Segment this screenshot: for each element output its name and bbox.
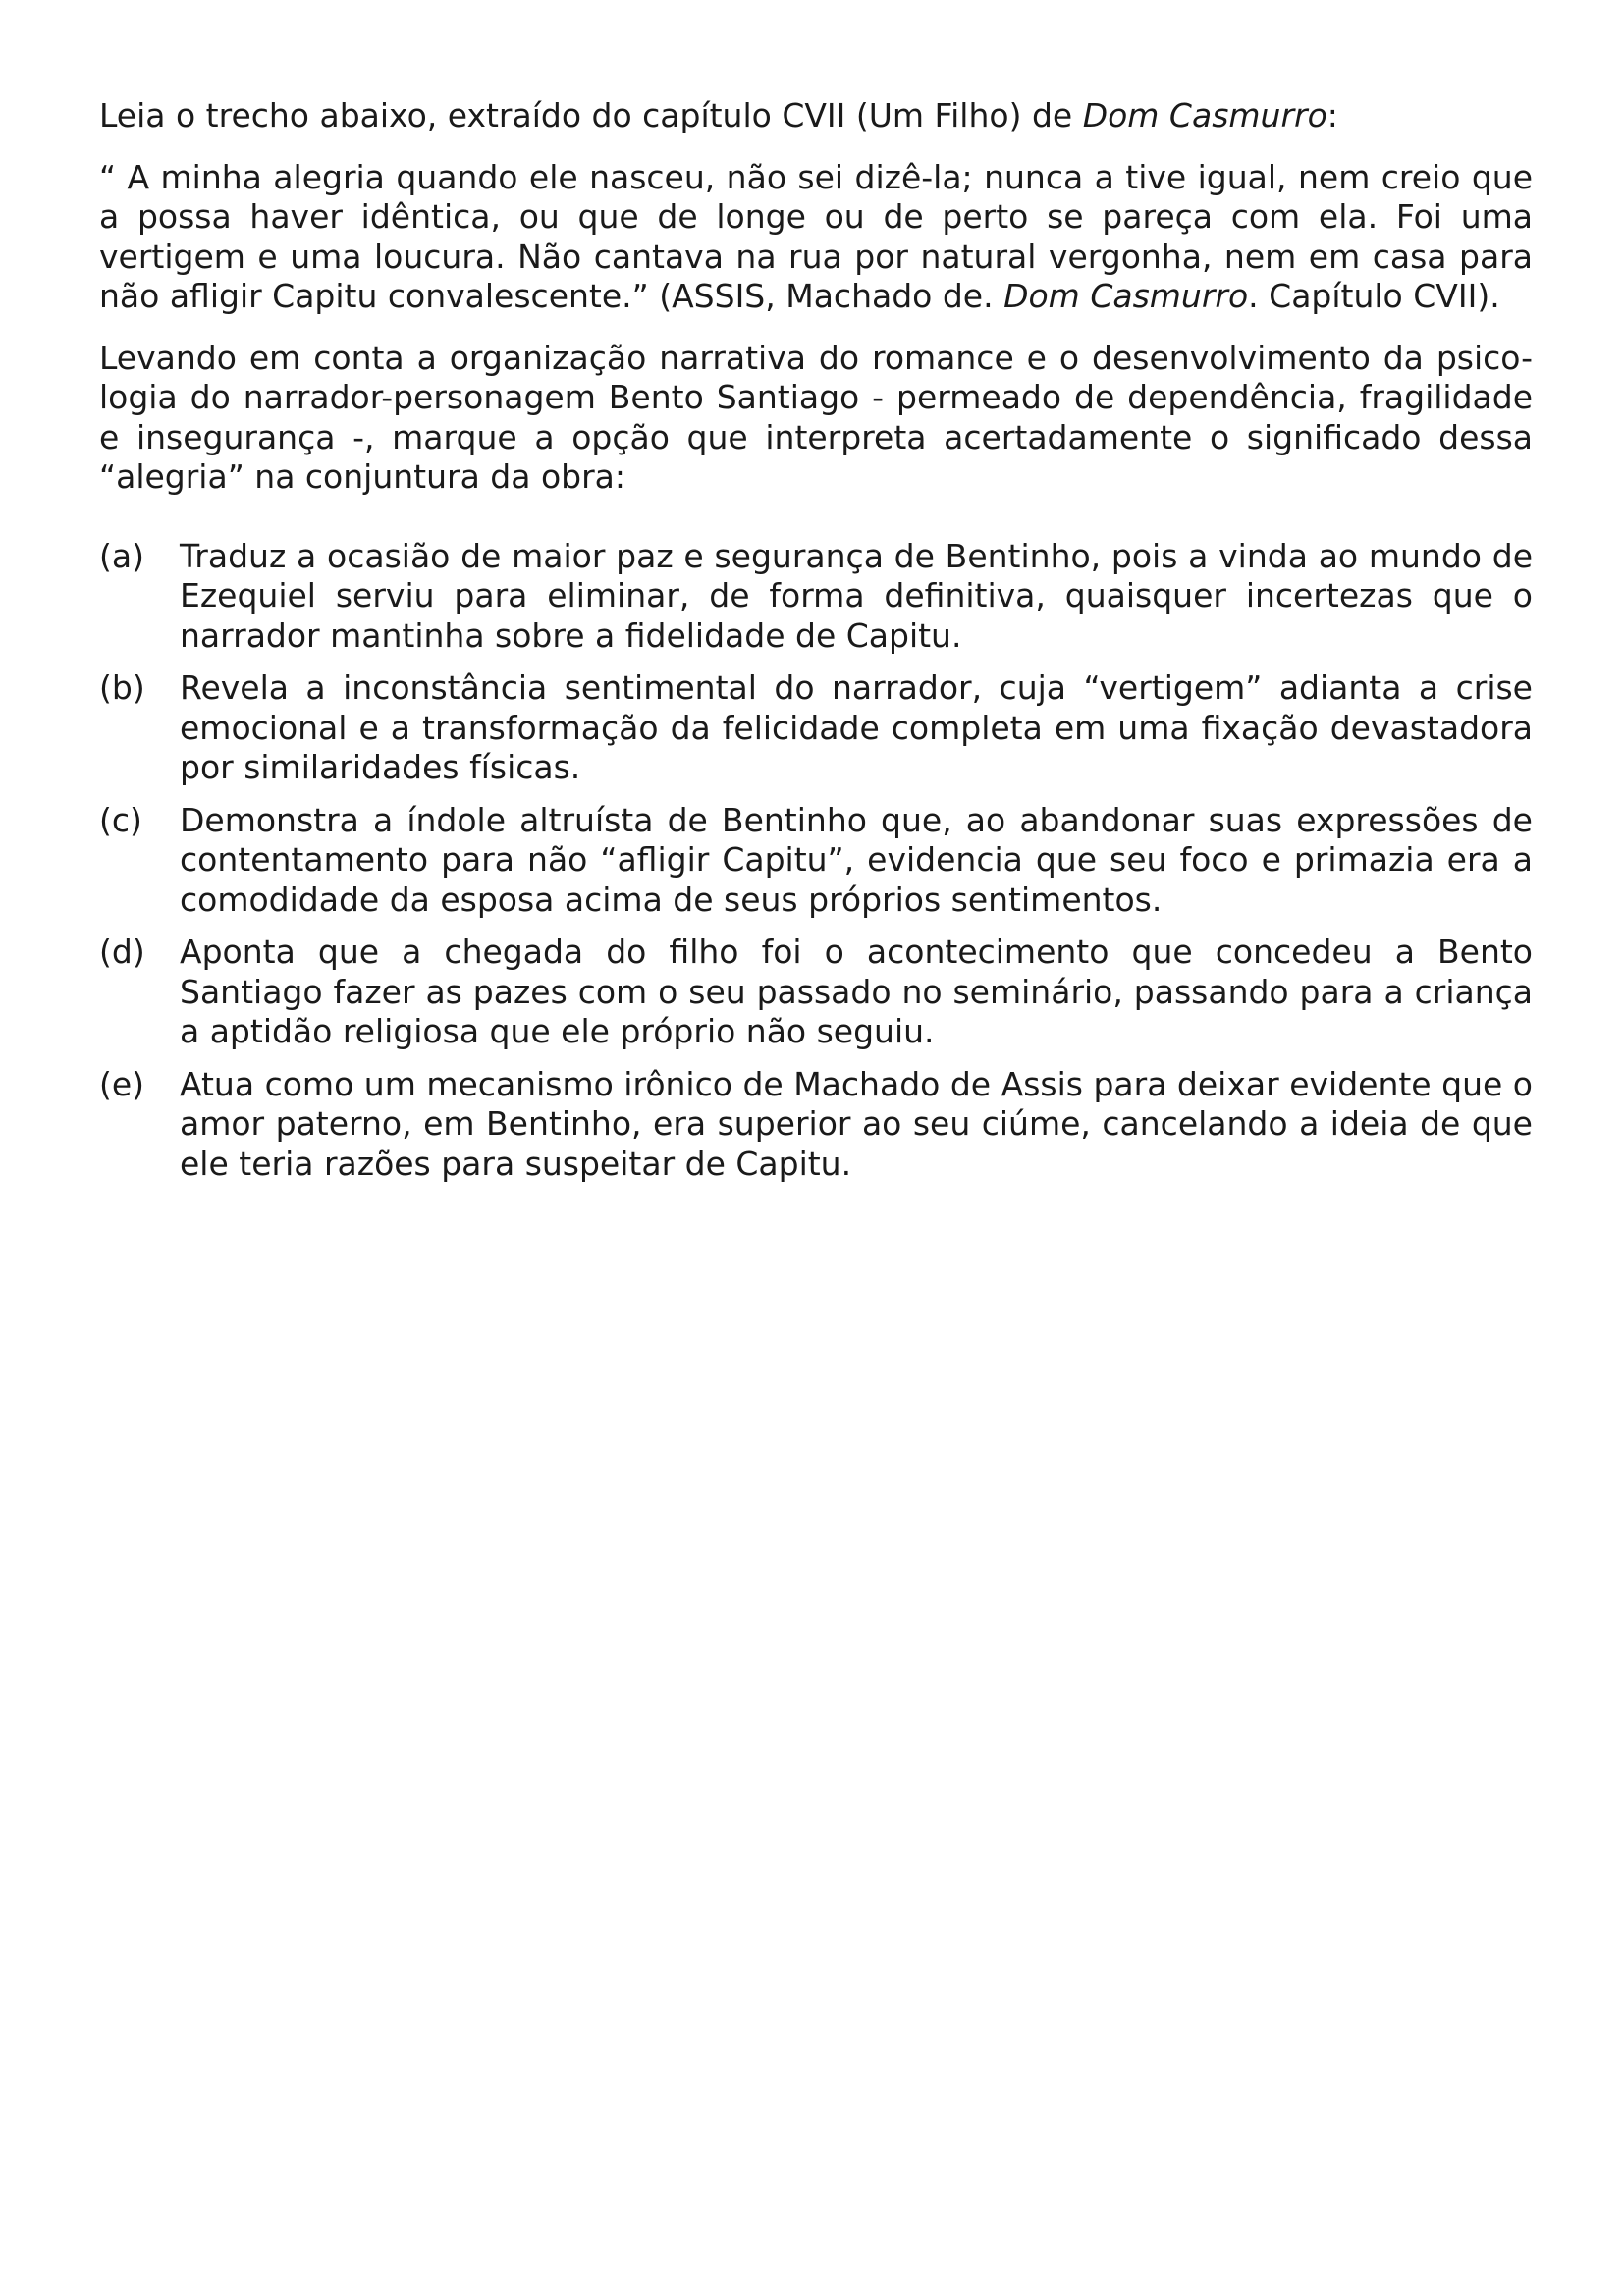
answer-options bbox=[99, 537, 1533, 1185]
option-e[interactable] bbox=[99, 1065, 1533, 1185]
quote-work-title: Dom Casmurro bbox=[1003, 277, 1249, 315]
option-letter: (c) bbox=[99, 800, 142, 839]
quote-text: “ A minha alegria quando ele nasceu, não sei dizê-la; nunca a tive igual, nem creio que a possa haver idêntica, ou que de longe ou de perto se pareça com ela. Foi uma vertigem e uma loucura. Não cantava na rua por natural vergonha, nem em casa para não afligir Capitu convalescente.” (ASSIS, Machado de. bbox=[99, 157, 1533, 315]
option-letter: (d) bbox=[99, 933, 145, 971]
option-b[interactable] bbox=[99, 668, 1533, 788]
option-letter: (b) bbox=[99, 668, 145, 707]
intro-paragraph bbox=[99, 96, 1533, 136]
option-text: Traduz a ocasião de maior paz e segurança de Bentinho, pois a vinda ao mundo de Ezequiel serviu para eliminar, de forma definitiva, quaisquer incertezas que o narrador mantinha sobre a fidelidade de Capitu. bbox=[180, 536, 1533, 655]
option-text: Atua como um mecanismo irônico de Machado de Assis para deixar evidente que o amor paterno, em Bentinho, era superior ao seu ciúme, cancelando a ideia de que ele teria razões para suspeitar de Capitu. bbox=[180, 1064, 1533, 1183]
quote-citation-end: . Capítulo CVII). bbox=[1248, 277, 1500, 315]
option-text: Aponta que a chegada do filho foi o acontecimento que concedeu a Bento Santiago fazer as pazes com o seu passado no seminário, passando para a criança a aptidão religiosa que ele próprio não seguiu. bbox=[180, 933, 1533, 1050]
option-a[interactable] bbox=[99, 537, 1533, 657]
intro-text: Leia o trecho abaixo, extraído do capítulo CVII (Um Filho) de bbox=[99, 96, 1083, 134]
option-letter: (e) bbox=[99, 1064, 145, 1103]
prompt-rest: logia do narrador-personagem Bento Santiago - permeado de dependência, fragilidade e insegurança -, marque a opção que interpreta acertadamente o significado dessa “alegria” na conjuntura da obra: bbox=[99, 378, 1533, 496]
prompt-line-1: Levando em conta a organização narrativa do romance e o desenvolvimento da psico- bbox=[99, 338, 1533, 377]
option-d[interactable] bbox=[99, 933, 1533, 1052]
option-text: Demonstra a índole altruísta de Bentinho que, ao abandonar suas expressões de contentamento para não “afligir Capitu”, evidencia que seu foco e primazia era a comodidade da esposa acima de seus próprios sentimentos. bbox=[180, 800, 1533, 919]
question-prompt bbox=[99, 339, 1533, 498]
option-c[interactable] bbox=[99, 801, 1533, 921]
option-text: Revela a inconstância sentimental do narrador, cuja “vertigem” adianta a crise emocional e a transformação da felicidade completa em uma fixação devastadora por similaridades físicas. bbox=[180, 668, 1533, 786]
quote-paragraph bbox=[99, 158, 1533, 317]
option-letter: (a) bbox=[99, 536, 144, 575]
intro-work-title: Dom Casmurro bbox=[1082, 96, 1327, 134]
intro-colon: : bbox=[1326, 96, 1338, 134]
question-page bbox=[99, 96, 1533, 1197]
